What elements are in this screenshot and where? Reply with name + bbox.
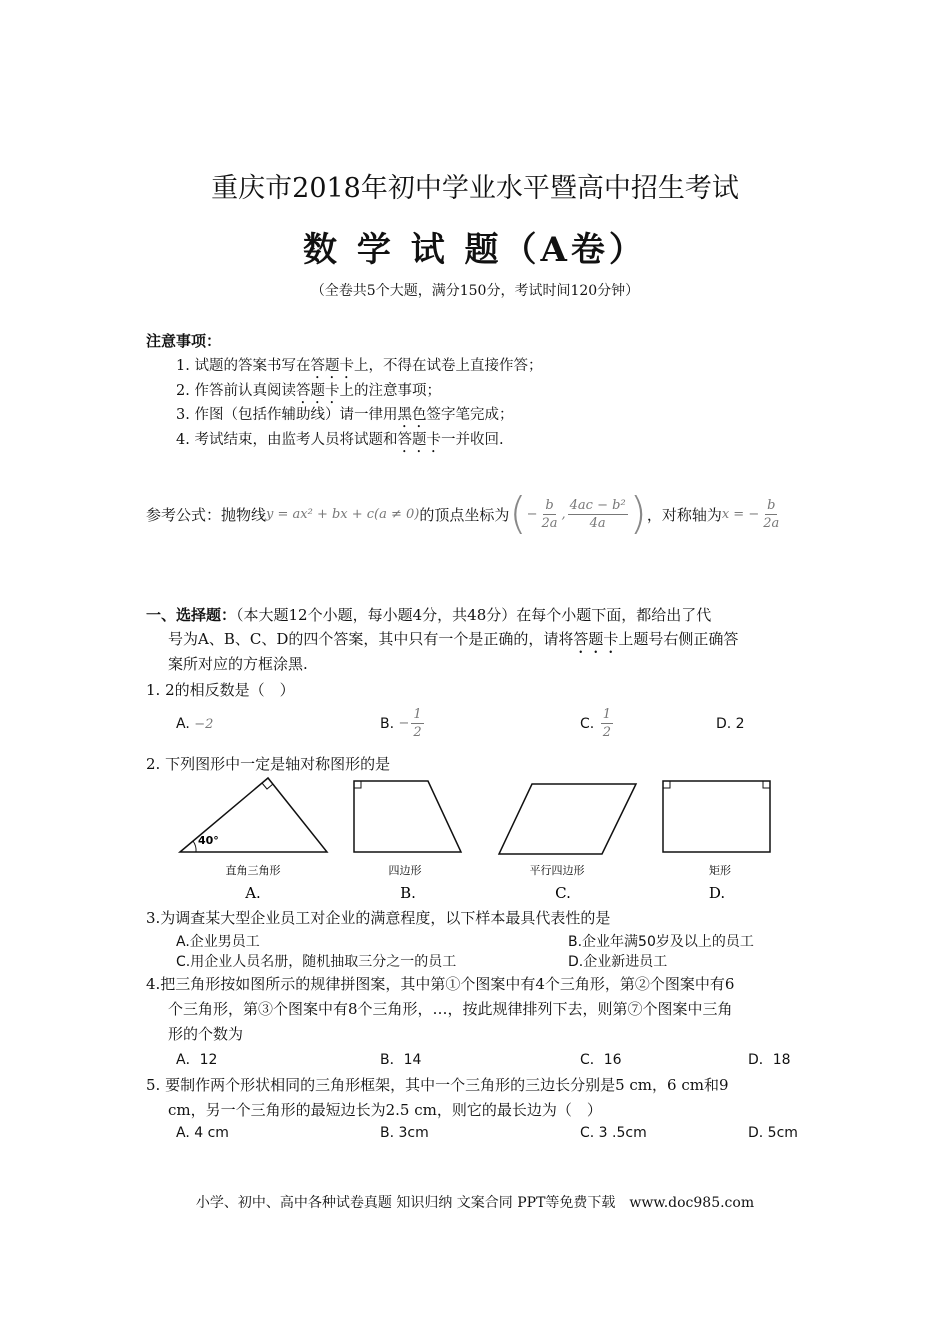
- right-angle-mark-rect-1: [663, 781, 670, 788]
- section1-intro-line2: 号为A、B、C、D的四个答案，其中只有一个是正确的，请将答题卡上题号右侧正确答: [168, 630, 739, 648]
- q4-stem-line3: 形的个数为: [168, 1025, 244, 1043]
- fig-label-a: 直角三角形: [225, 864, 281, 877]
- q2-figures: [0, 770, 950, 910]
- angle-arc: [193, 841, 196, 852]
- right-angle-mark-triangle: [262, 783, 273, 789]
- q4-option-a: A．12: [176, 1052, 218, 1068]
- parabola-equation: y = ax² + bx + c(a ≠ 0): [266, 506, 420, 522]
- q5-option-d: D. 5cm: [748, 1125, 798, 1141]
- q5-option-b: B. 3cm: [380, 1125, 429, 1141]
- formula-mid-text: 的顶点坐标为: [419, 505, 510, 524]
- fig-letter-c: C.: [555, 884, 571, 902]
- notice-item-2: 2. 作答前认真阅读答题卡上的注意事项；: [176, 383, 441, 399]
- q1-option-a: A. −2: [176, 716, 214, 732]
- q1-option-d: D. 2: [716, 716, 745, 732]
- section1-heading: 一、选择题：: [146, 606, 237, 624]
- vertex-y-fraction: $\frac{\text{4ac − b²}}{4a}$: [569, 497, 626, 531]
- axis-text: ，对称轴为: [646, 505, 722, 524]
- notice-heading: 注意事项：: [146, 332, 222, 350]
- axis-fraction: $\frac{b}{2a}$: [763, 497, 780, 531]
- left-paren: (: [509, 488, 527, 539]
- notice-item-1: 1. 试题的答案书写在答题卡上，不得在试卷上直接作答；: [176, 358, 543, 374]
- fig-label-c: 平行四边形: [529, 864, 585, 877]
- q1-option-b: B. − $\frac{1}{2}$: [380, 707, 422, 740]
- reference-formula: 参考公式：抛物线 y = ax² + bx + c(a ≠ 0) 的顶点坐标为 ( − $\frac{b}{2a}$ , $\frac{\text{4ac − b²}}{4a}$ ) ，对称轴为 x = − $\frac{b}{2a}$: [146, 488, 780, 539]
- q1-option-c: C. $\frac{1}{2}$: [580, 707, 611, 740]
- q3-stem: 3.为调查某大型企业员工对企业的满意程度，以下样本最具代表性的是: [146, 909, 611, 927]
- q5-option-c: C. 3 .5cm: [580, 1125, 647, 1141]
- exam-subtitle: 数 学 试 题（A卷）: [303, 230, 647, 270]
- q5-stem-line1: 5. 要制作两个形状相同的三角形框架，其中一个三角形的三边长分别是5 cm，6 cm和9: [146, 1076, 729, 1094]
- section1-intro-line3: 案所对应的方框涂黑.: [168, 655, 308, 673]
- q4-stem-line2: 个三角形，第③个图案中有8个三角形，…，按此规律排列下去，则第⑦个图案中三角: [168, 1000, 733, 1018]
- quadrilateral-figure: [354, 781, 461, 852]
- fig-label-b: 四边形: [388, 864, 422, 877]
- formula-label: 参考公式：抛物线: [146, 505, 267, 524]
- q4-option-c: C．16: [580, 1052, 622, 1068]
- footer-note: 小学、初中、高中各种试卷真题 知识归纳 文案合同 PPT等免费下载 www.doc985.com: [195, 1195, 755, 1211]
- parallelogram-figure: [499, 784, 636, 854]
- q3-option-c: C.用企业人员名册，随机抽取三分之一的员工: [176, 954, 457, 970]
- angle-label: 40°: [198, 834, 219, 847]
- q2-stem: 2. 下列图形中一定是轴对称图形的是: [146, 755, 391, 773]
- right-paren: ): [629, 488, 647, 539]
- q3-option-d: D.企业新进员工: [568, 954, 668, 970]
- fig-letter-b: B.: [400, 884, 416, 902]
- q5-option-a: A. 4 cm: [176, 1125, 229, 1141]
- q4-option-d: D．18: [748, 1052, 791, 1068]
- right-angle-mark-rect-2: [763, 781, 770, 788]
- q3-option-a: A.企业男员工: [176, 934, 260, 950]
- fig-label-d: 矩形: [709, 864, 731, 877]
- notice-item-3: 3. 作图（包括作辅助线）请一律用黑色签字笔完成；: [176, 407, 514, 423]
- q5-stem-line2: cm，另一个三角形的最短边长为2.5 cm，则它的最长边为（ ）: [168, 1101, 602, 1119]
- right-angle-mark-quad: [354, 781, 361, 788]
- fig-letter-d: D.: [708, 884, 726, 902]
- axis-lhs: x = −: [721, 506, 760, 522]
- vertex-x-fraction: $\frac{b}{2a}$: [541, 497, 558, 531]
- q4-stem-line1: 4.把三角形按如图所示的规律拼图案，其中第①个图案中有4个三角形，第②个图案中有6: [146, 975, 735, 993]
- exam-title: 重庆市2018年初中学业水平暨高中招生考试: [211, 173, 739, 204]
- q3-option-b: B.企业年满50岁及以上的员工: [568, 934, 754, 950]
- q1-stem: 1. 2的相反数是（ ）: [146, 681, 295, 699]
- section1-intro-line1: 一、选择题：（本大题12个小题，每小题4分，共48分）在每个小题下面，都给出了代: [146, 606, 712, 624]
- q4-option-b: B．14: [380, 1052, 422, 1068]
- exam-info: （全卷共5个大题，满分150分，考试时间120分钟）: [310, 283, 640, 299]
- rectangle-figure: [663, 781, 770, 852]
- notice-item-4: 4. 考试结束，由监考人员将试题和答题卡一并收回.: [176, 432, 504, 448]
- fig-letter-a: A.: [245, 884, 261, 902]
